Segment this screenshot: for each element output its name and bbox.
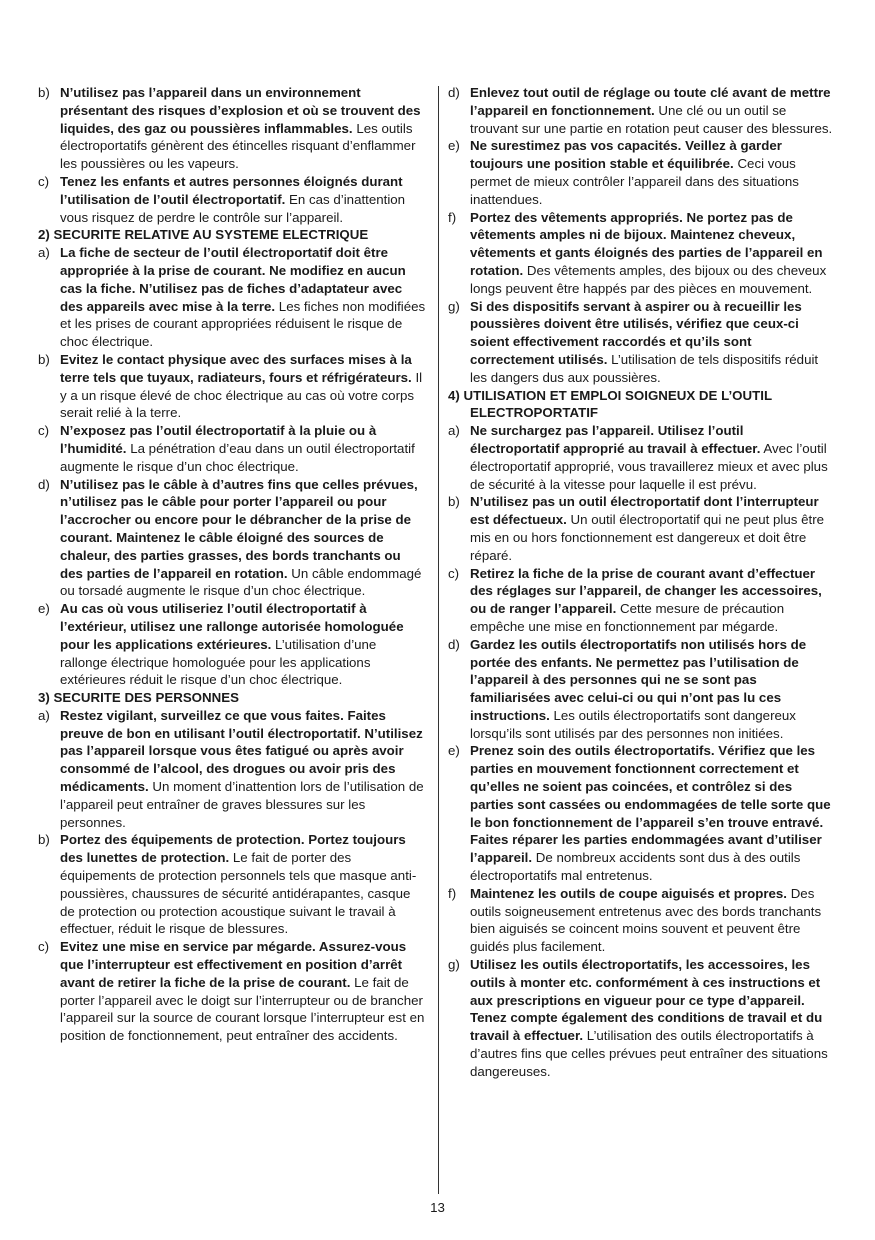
safety-item [448,565,836,636]
item-explanation: Une clé ou un outil se trouvant sur une partie en rotation peut causer des blessures. [470,102,833,136]
item-explanation: De nombreux accidents sont dus à des outils électroportatifs mal entretenus. [470,850,801,884]
item-instruction: Tenez les enfants et autres personnes éloignés durant l’utilisation de l’outil électroportatif. [60,173,403,207]
safety-item [38,244,426,351]
safety-item [448,742,836,884]
safety-item [38,600,426,689]
item-letter: f) [448,209,457,225]
item-instruction: Maintenez les outils de coupe aiguisés et propres. [470,885,787,901]
item-instruction: Au cas où vous utiliseriez l’outil électroportatif à l’extérieur, utilisez une rallonge autorisée homologuée pour les applications extérieures. [60,601,404,652]
item-explanation: Il y a un risque élevé de choc électrique au cas où votre corps serait relié à la terre. [60,369,423,421]
item-instruction: N’utilisez pas le câble à d’autres fins que celles prévues, n’utilisez pas le câble pour porter l’appareil ou pour l’accrocher ou encore pour le débrancher de la prise de courant. Maintenez le câble éloigné des sources de chaleur, des parties grasses, des bords tranchants ou des parties de l’appareil en rotation. [60,476,418,581]
safety-item [38,422,426,475]
safety-item [448,298,836,387]
item-instruction: Restez vigilant, surveillez ce que vous faites. Faites preuve de bon en utilisant l’outil électroportatif. N’utilisez pas l’appareil lorsque vous êtes fatigué ou après avoir consommé de l’alcool, des drogues ou avoir pris des médicaments. [60,707,423,795]
item-explanation: Avec l’outil électroportatif approprié, vous travaillerez mieux et avec plus de sécurité à la vitesse pour laquelle il est prévu. [470,440,828,492]
item-letter: d) [448,636,460,652]
item-explanation: L’utilisation des outils électroportatifs à d’autres fins que celles prévues peut entraîner des situations dangereuses. [470,1028,828,1079]
safety-item [38,173,426,226]
safety-item [448,84,836,137]
item-letter: b) [448,494,460,510]
item-instruction: Prenez soin des outils électroportatifs. Vérifiez que les parties en mouvement fonctionnent correctement et qu’elles ne soient pas coincées, et contrôlez si des parties sont cassées ou endommagées de telle sorte que le bon fonctionnement de l’appareil s’en trouve entravé. Faites réparer les parties endommagées avant d’utiliser l’appareil. [470,743,831,866]
item-instruction: Enlevez tout outil de réglage ou toute clé avant de mettre l’appareil en fonctionnement. [470,85,831,118]
item-instruction: Portez des équipements de protection. Portez toujours des lunettes de protection. [60,832,406,866]
item-instruction: La fiche de secteur de l’outil électroportatif doit être appropriée à la prise de courant. Ne modifiez en aucun cas la fiche. N’utilisez pas de fiches d’adaptateur avec des appareils avec mise à la terre. [60,245,406,314]
item-letter: d) [38,476,50,492]
safety-item [448,137,836,208]
item-instruction: Si des dispositifs servant à aspirer ou à recueillir les poussières doivent être utilisés, vérifiez que ceux-ci soient effectivement raccordés et qu’ils sont correctement utilisés. [470,298,802,367]
item-explanation: Le fait de porter l’appareil avec le doigt sur l’interrupteur ou de brancher l’appareil sur la source de courant lorsque l’interrupteur est en position de fonctionnement, peut entraîner des accidents. [60,974,425,1044]
section-heading: 2) SECURITE RELATIVE AU SYSTEME ELECTRIQUE [38,227,369,243]
safety-item [448,956,836,1081]
item-letter: c) [448,565,460,581]
item-letter: e) [448,138,460,154]
item-explanation: La pénétration d’eau dans un outil électroportatif augmente le risque d’un choc électrique. [60,440,415,474]
item-letter: g) [448,298,460,314]
safety-item [38,707,426,832]
item-explanation: Les outils électroportatifs génèrent des étincelles risquant d’enflammer les poussières ou les vapeurs. [60,120,416,172]
item-letter: a) [38,245,50,261]
item-instruction: Ne surestimez pas vos capacités. Veillez à garder toujours une position stable et équilibrée. [470,138,782,172]
item-explanation: Des outils soigneusement entretenus avec des bords tranchants bien aiguisés se coincent moins souvent et peuvent être guidés plus facilement. [470,885,822,955]
item-explanation: Les fiches non modifiées et les prises de courant appropriées réduisent le risque de choc électrique. [60,298,426,350]
item-letter: e) [38,601,50,617]
item-instruction: Gardez les outils électroportatifs non utilisés hors de portée des enfants. Ne permettez pas l’utilisation de l’appareil à des personnes qui ne se sont pas familiarisées avec celui-ci ou qui n’ont pas lu ces instructions. [470,636,807,723]
safety-item [38,938,426,1045]
item-letter: a) [448,423,460,439]
safety-item [448,422,836,493]
item-instruction: Utilisez les outils électroportatifs, les accessoires, les outils à monter etc. conformément à ces instructions et aux prescriptions en vigueur pour ce type d’appareil. Tenez compte également des conditions de travail et du travail à effectuer. [470,957,823,1044]
item-explanation: Des vêtements amples, des bijoux ou des cheveux longs peuvent être happés par des pièces en mouvement. [470,262,827,296]
left-column [38,84,426,1045]
item-explanation: Les outils électroportatifs sont dangereux lorsqu’ils sont utilisés par des personnes non initiées. [470,707,796,741]
item-instruction: Evitez une mise en service par mégarde. Assurez-vous que l’interrupteur est effectivement en position d’arrêt avant de retirer la fiche de la prise de courant. [60,939,407,990]
item-instruction: Retirez la fiche de la prise de courant avant d’effectuer des réglages sur l’appareil, de changer les accessoires, ou de ranger l’appareil. [470,565,822,617]
safety-item [38,476,426,601]
item-explanation: Un moment d’inattention lors de l’utilisation de l’appareil peut entraîner de graves blessures sur les personnes. [60,779,424,830]
item-explanation: Un câble endommagé ou torsadé augmente le risque d’un choc électrique. [60,565,422,599]
item-explanation: L’utilisation de tels dispositifs réduit les dangers dus aux poussières. [470,351,819,385]
item-instruction: N’exposez pas l’outil électroportatif à la pluie ou à l’humidité. [60,423,377,456]
item-letter: c) [38,423,50,439]
right-column [448,84,836,1081]
safety-item [448,209,836,298]
item-letter: b) [38,351,50,367]
section-heading: 3) SECURITE DES PERSONNES [38,690,239,706]
item-letter: c) [38,173,50,189]
item-explanation: Ceci vous permet de mieux contrôler l’appareil dans des situations inattendues. [470,156,799,207]
item-instruction: N’utilisez pas l’appareil dans un environnement présentant des risques d’explosion et où se trouvent des liquides, des gaz ou poussières inflammables. [60,85,421,136]
item-explanation: L’utilisation d’une rallonge électrique homologuée pour les applications extérieures réduit le risque d’un choc électrique. [60,636,377,688]
item-explanation: Cette mesure de précaution empêche une mise en fonctionnement par mégarde. [470,601,785,634]
item-letter: e) [448,743,460,759]
item-letter: d) [448,85,460,100]
item-instruction: Evitez le contact physique avec des surfaces mises à la terre tels que tuyaux, radiateurs, fours et réfrigérateurs. [60,351,412,385]
page-number: 13 [430,1200,445,1215]
item-letter: f) [448,885,457,901]
safety-item [38,84,426,173]
safety-item [38,831,426,938]
item-letter: a) [38,707,50,723]
item-letter: g) [448,957,460,973]
item-explanation: Le fait de porter des équipements de protection personnels tels que masque anti-poussières, chaussures de sécurité antidérapantes, casque de protection ou protection acoustique suivant le travail à effectuer, réduit le risque de blessures. [60,850,417,937]
safety-item [38,351,426,422]
item-letter: c) [38,939,50,955]
item-instruction: Ne surchargez pas l’appareil. Utilisez l’outil électroportatif approprié au travail à effectuer. [470,423,761,456]
safety-item [448,885,836,956]
column-divider [438,86,439,1194]
item-instruction: Portez des vêtements appropriés. Ne portez pas de vêtements amples ni de bijoux. Maintenez cheveux, vêtements et gants éloignés des parties de l’appareil en rotation. [470,209,823,278]
section-heading: 4) UTILISATION ET EMPLOI SOIGNEUX DE L’OUTIL ELECTROPORTATIF [448,387,772,421]
item-explanation: Un outil électroportatif qui ne peut plus être mis en ou hors fonctionnement est dangereux et doit être réparé. [470,512,825,563]
item-explanation: En cas d’inattention vous risquez de perdre le contrôle sur l’appareil. [60,191,406,225]
safety-item [448,493,836,564]
item-letter: b) [38,832,50,848]
item-instruction: N’utilisez pas un outil électroportatif dont l’interrupteur est défectueux. [470,494,819,528]
safety-item [448,636,836,743]
item-letter: b) [38,85,50,100]
